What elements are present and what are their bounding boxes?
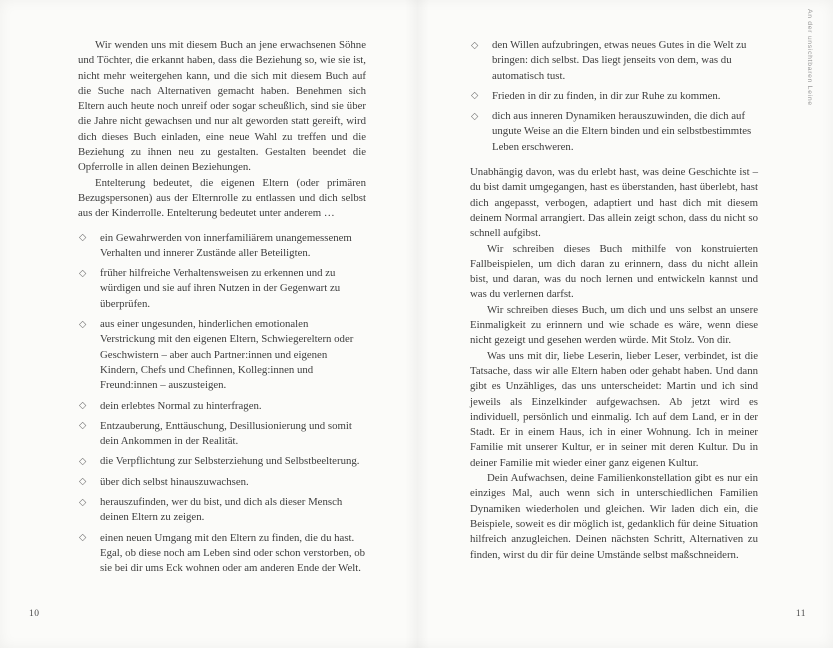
bullet-text: über dich selbst hinauszuwachsen. [100,475,249,488]
paragraph: Dein Aufwachsen, deine Familienkonstellation gibt es nur ein einziges Mal, auch wenn sich in unterschiedlichen Familien Dynamiken wiederholen und gleichen. Wir laden dich ein, die Beispiele, soweit es dir möglich ist, gedanklich für deine Situation hilfreich anzugleichen. Deinen nächsten Schritt, Alternativen zu finden, wirst du dir für deine Umstände selbst maßschneidern. [470,472,758,561]
paragraph: Wir schreiben dieses Buch mithilfe von konstruierten Fallbeispielen, um dich daran zu erinnern, dass du nicht allein bist, und daran, was du noch lernen und entwickeln kannst und was du verlernen darfst. [470,242,758,301]
list-item [78,399,366,414]
bullet-text: herauszufinden, wer du bist, und dich als dieser Mensch deinen Eltern zu zeigen. [100,496,343,524]
diamond-bullet-icon: ◇ [471,40,479,51]
diamond-bullet-icon: ◇ [79,268,87,279]
bullet-text: den Willen aufzubringen, etwas neues Gutes in die Welt zu bringen: dich selbst. Das liegt jenseits von dem, was du automatisch tust. [492,39,747,82]
diamond-bullet-icon: ◇ [79,456,87,467]
bullet-text: Entzauberung, Enttäuschung, Desillusionierung und somit dein Ankommen in der Realität. [100,419,352,448]
list-item [470,89,758,104]
bullet-text: einen neuen Umgang mit den Eltern zu finden, die du hast. Egal, ob diese noch am Leben sind oder schon verstorben, ob sie bei dir ums Eck wohnen oder am anderen Ende der Welt. [100,531,366,575]
bullet-text: früher hilfreiche Verhaltensweisen zu erkennen und zu würdigen und sie auf ihren Nutzen in der Gegenwart zu überprüfen. [100,267,341,310]
list-item [78,454,366,469]
left-text-column [78,38,366,587]
bullet-list [470,38,758,155]
bullet-list [78,231,366,577]
list-item [470,109,758,155]
bullet-text: Frieden in dir zu finden, in dir zur Ruhe zu kommen. [492,89,721,102]
running-head: An der unsichtbaren Leine [806,9,813,106]
list-item [78,231,366,262]
list-item [78,419,366,450]
paragraph: Entelterung bedeutet, die eigenen Eltern (oder primären Bezugspersonen) aus der Elternrolle zu entlassen und dich selbst aus der Kinderrolle. Entelterung bedeutet unter anderem … [78,176,366,220]
diamond-bullet-icon: ◇ [79,319,87,330]
list-item [470,38,758,84]
paragraph: Wir schreiben dieses Buch, um dich und uns selbst an unsere Einmaligkeit zu erinnern und wie schade es wäre, wenn diese nicht gezeigt und gesehen werden würde. Mit Stolz. Von dir. [470,303,758,347]
diamond-bullet-icon: ◇ [79,497,87,508]
bullet-text: ein Gewahrwerden von innerfamiliärem unangemessenem Verhalten und innerer Zustände aller Beteiligten. [100,231,352,259]
list-item [78,475,366,490]
page-number-left: 10 [29,609,40,619]
diamond-bullet-icon: ◇ [79,477,87,488]
page-number-right: 11 [795,609,806,619]
bullet-text: die Verpflichtung zur Selbsterziehung und Selbstbeelterung. [100,455,360,468]
right-text-column [470,38,758,563]
list-item [78,317,366,393]
diamond-bullet-icon: ◇ [79,233,87,244]
diamond-bullet-icon: ◇ [79,421,87,432]
list-item [78,531,366,577]
diamond-bullet-icon: ◇ [471,91,479,102]
diamond-bullet-icon: ◇ [79,401,87,412]
bullet-text: dein erlebtes Normal zu hinterfragen. [100,399,262,412]
diamond-bullet-icon: ◇ [471,111,479,122]
page-gutter [405,0,429,648]
paragraph: Was uns mit dir, liebe Leserin, lieber Leser, verbindet, ist die Tatsache, dass wir alle Eltern haben oder gehabt haben. Und dann gibt es Unzähliges, das uns unterscheidet: Martin und ich sind jeweils als Einzelkinder aufgewachsen. Ab jetzt wird es individuell, persönlich und einmalig. Ich auf dem Land, er in der Stadt. Er in einem Haus, ich in einer Wohnung. Ich in meiner Familie mit unserer Kultur, er in seiner mit deren Kultur. Du in deiner Familie mit wieder einer ganz eigenen Kultur. [470,349,758,469]
bullet-text: dich aus inneren Dynamiken herauszuwinden, die dich auf ungute Weise an die Eltern binden und ein selbstbestimmtes Leben erschweren. [492,110,752,153]
diamond-bullet-icon: ◇ [79,533,87,544]
paragraph: Unabhängig davon, was du erlebt hast, was deine Geschichte ist – du bist damit umgegangen, hast es überstanden, hast überlebt, hast dich angepasst, verbogen, adaptiert und hast dich mit diesem deinem Normal arrangiert. Das allein zeigt schon, dass du nicht so schnell aufgibst. [470,166,758,240]
paragraph: Wir wenden uns mit diesem Buch an jene erwachsenen Söhne und Töchter, die erkannt haben, dass die Beziehung so, wie sie ist, nicht mehr weitergehen kann, und die sich mit diesem Buch auf die Suche nach Alternativen gemacht haben. Benehmen sich Eltern auch heute noch unreif oder sogar scheußlich, sind sie über die Jahre nicht gewachsen und nur alt geworden statt gereift, wird dich dieses Buch einladen, eine neue Wahl zu treffen und die Beziehung zu ihnen neu zu gestalten. Gestalten beendet die Opferrolle in allen deinen Beziehungen. [78,39,366,174]
bullet-text: aus einer ungesunden, hinderlichen emotionalen Verstrickung mit den eigenen Eltern, Schwiegereltern oder Geschwistern – aber auch Partner:innen und eigenen Kindern, Chefs und Chefinnen, Kolleg:innen und Freund:innen – auszusteigen. [100,318,354,392]
list-item [78,495,366,526]
list-item [78,266,366,312]
